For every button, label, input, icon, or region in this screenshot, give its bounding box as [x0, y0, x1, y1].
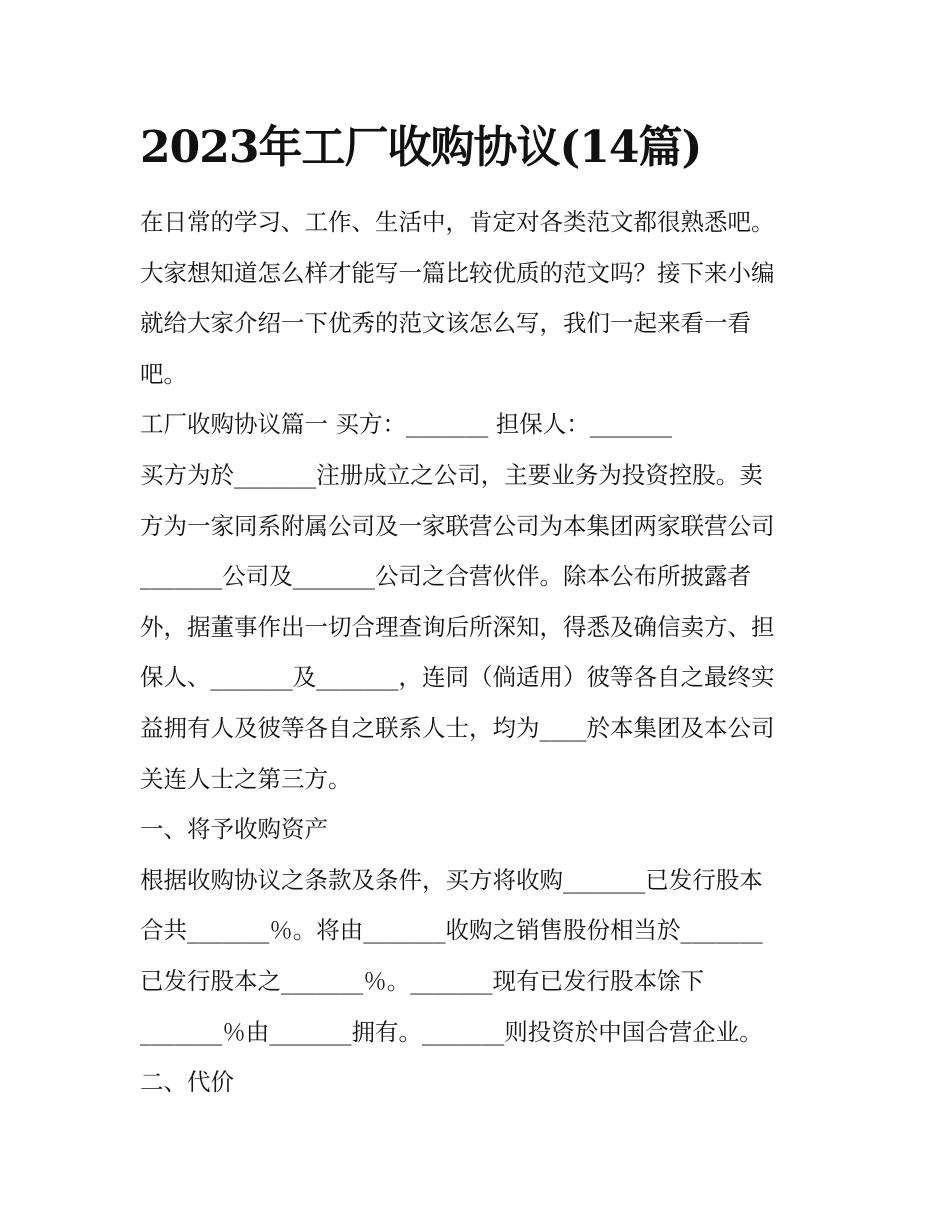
text-line: 保人、_______及_______，连同（倘适用）彼等各自之最终实	[140, 663, 775, 692]
text-line: 在日常的学习、工作、生活中，肯定对各类范文都很熟悉吧。	[140, 208, 775, 236]
section-heading: 一、将予收购资产	[140, 815, 328, 844]
text-line: 工厂收购协议篇一 买方：_______ 担保人：_______	[140, 410, 672, 439]
text-line: 外，据董事作出一切合理查询后所深知，得悉及确信卖方、担	[140, 612, 775, 641]
text-line: _______％由_______拥有。_______则投资於中国合营企业。	[140, 1017, 763, 1046]
document-body	[140, 197, 840, 1108]
text-line: 方为一家同系附属公司及一家联营公司为本集团两家联营公司	[140, 511, 775, 540]
text-line: 吧。	[140, 359, 187, 388]
section-heading: 二、代价	[140, 1068, 234, 1097]
text-line: 已发行股本之_______％。_______现有已发行股本馀下	[140, 966, 704, 995]
text-line: 就给大家介绍一下优秀的范文该怎么写，我们一起来看一看	[140, 309, 751, 338]
text-line: 关连人士之第三方。	[140, 764, 352, 793]
text-line: 根据收购协议之条款及条件，买方将收购_______已发行股本	[140, 865, 763, 894]
text-line: _______公司及_______公司之合营伙伴。除本公布所披露者	[140, 562, 751, 591]
text-line: 买方为於_______注册成立之公司，主要业务为投资控股。卖	[140, 460, 763, 489]
document-title: 2023年工厂收购协议(14篇)	[140, 122, 702, 173]
text-line: 大家想知道怎么样才能写一篇比较优质的范文吗？接下来小编	[140, 258, 775, 287]
text-line: 益拥有人及彼等各自之联系人士，均为____於本集团及本公司	[140, 713, 775, 742]
text-line: 合共_______％。将由_______收购之销售股份相当於_______	[140, 916, 763, 945]
